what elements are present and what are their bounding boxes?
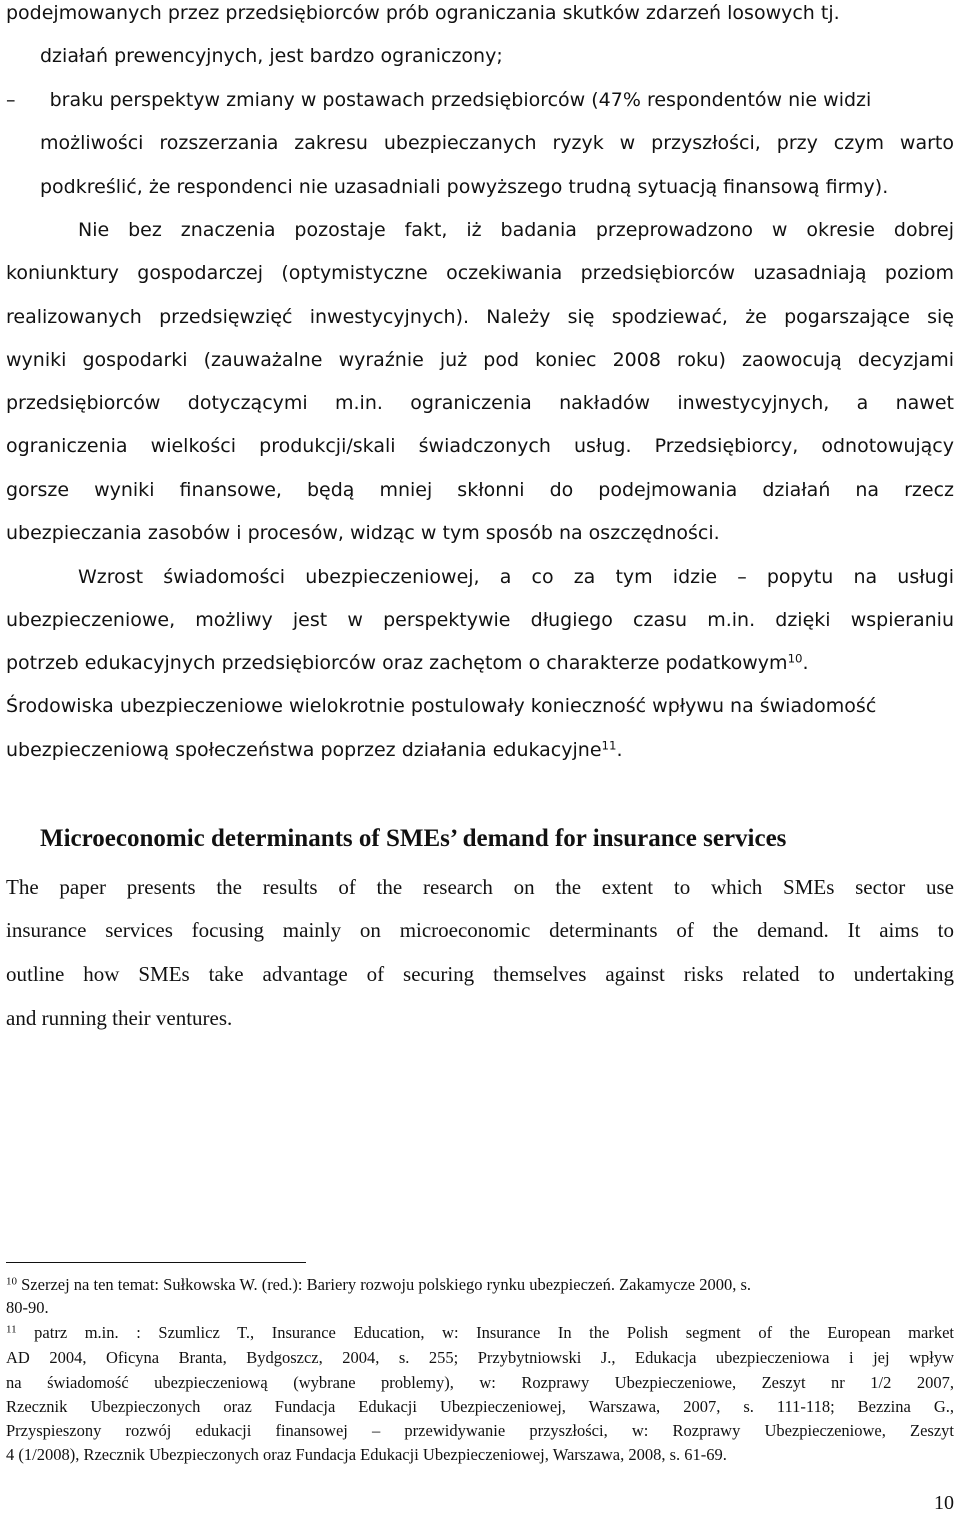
paragraph-line: przedsiębiorców dotyczącymi m.in. ograniczenia nakładów inwestycyjnych, a nawet bbox=[6, 392, 954, 414]
abstract-line: The paper presents the results of the research on the extent to which SMEs sector use bbox=[6, 875, 954, 899]
paragraph-line: ograniczenia wielkości produkcji/skali świadczonych usług. Przedsiębiorcy, odnotowujący bbox=[6, 435, 954, 457]
paragraph-text: ubezpieczeniową społeczeństwa poprzez działania edukacyjne bbox=[6, 739, 602, 761]
paragraph-line: gorsze wyniki finansowe, będą mniej skłonni do podejmowania działań na rzecz bbox=[6, 479, 954, 501]
text-line: podejmowanych przez przedsiębiorców prób ograniczania skutków zdarzeń losowych tj. bbox=[6, 2, 840, 24]
paragraph-line bbox=[6, 651, 954, 674]
bullet-dash: – bbox=[6, 89, 16, 111]
footnote-ref[interactable]: 11 bbox=[601, 738, 617, 753]
footnote-ref[interactable]: 10 bbox=[787, 651, 803, 666]
period: . bbox=[802, 652, 809, 674]
footnote-text: patrz m.in. : Szumlicz T., Insurance Education, w: Insurance In the Polish segment of the European market bbox=[16, 1323, 954, 1342]
paragraph-line: ubezpieczania zasobów i procesów, widząc w tym sposób na oszczędności. bbox=[6, 522, 720, 544]
footnote-line: 80-90. bbox=[6, 1298, 49, 1317]
paragraph-line: Wzrost świadomości ubezpieczeniowej, a co za tym idzie – popytu na usługi bbox=[78, 566, 954, 588]
footnote-number: 11 bbox=[6, 1323, 17, 1336]
page-number: 10 bbox=[934, 1492, 954, 1514]
footnote-text: Szerzej na ten temat: Sułkowska W. (red.): Bariery rozwoju polskiego rynku ubezpieczeń. Zakamycze 2000, s. bbox=[17, 1275, 752, 1294]
footnote-11 bbox=[6, 1325, 954, 1342]
paragraph-line: koniunktury gospodarczej (optymistyczne oczekiwania przedsiębiorców uzasadniają poziom bbox=[6, 262, 954, 284]
abstract-line: insurance services focusing mainly on microeconomic determinants of the demand. It aims to bbox=[6, 918, 954, 942]
footnote-divider bbox=[6, 1262, 306, 1263]
paragraph-line: ubezpieczeniowe, możliwy jest w perspektywie długiego czasu m.in. dzięki wspieraniu bbox=[6, 609, 954, 631]
paragraph-line: wyniki gospodarki (zauważalne wyraźnie już pod koniec 2008 roku) zaowocują decyzjami bbox=[6, 349, 954, 371]
footnote-line: Przyspieszony rozwój edukacji finansowej – przewidywanie przyszłości, w: Rozprawy Ubezpieczeniowe, Zeszyt bbox=[6, 1421, 954, 1440]
footnote-line: Rzecznik Ubezpieczonych oraz Fundacja Edukacji Ubezpieczeniowej, Warszawa, 2007, s. 111-118; Bezzina G., bbox=[6, 1397, 954, 1416]
footnote-line: AD 2004, Oficyna Branta, Bydgoszcz, 2004, s. 255; Przybytniowski J., Edukacja ubezpieczeniowa i jej wpływ bbox=[6, 1348, 954, 1367]
text-line: braku perspektyw zmiany w postawach przedsiębiorców (47% respondentów nie widzi bbox=[49, 89, 872, 111]
paragraph-line: Środowiska ubezpieczeniowe wielokrotnie postulowały konieczność wpływu na świadomość bbox=[6, 695, 877, 717]
bullet-item bbox=[6, 91, 954, 110]
text-line: możliwości rozszerzania zakresu ubezpieczanych ryzyk w przyszłości, przy czym warto bbox=[40, 132, 954, 154]
footnote-line: 4 (1/2008), Rzecznik Ubezpieczonych oraz Fundacja Edukacji Ubezpieczeniowej, Warszawa, 2008, s. 61-69. bbox=[6, 1445, 727, 1464]
paragraph-line bbox=[6, 738, 954, 761]
section-heading: Microeconomic determinants of SMEs’ demand for insurance services bbox=[40, 825, 787, 852]
footnote-10 bbox=[6, 1277, 954, 1294]
footnote-number: 10 bbox=[6, 1275, 17, 1288]
abstract-line: and running their ventures. bbox=[6, 1006, 233, 1030]
paragraph-text: potrzeb edukacyjnych przedsiębiorców oraz zachętom o charakterze podatkowym bbox=[6, 652, 788, 674]
paragraph-line: realizowanych przedsięwzięć inwestycyjnych). Należy się spodziewać, że pogarszające się bbox=[6, 306, 954, 328]
paragraph-line: Nie bez znaczenia pozostaje fakt, iż badania przeprowadzono w okresie dobrej bbox=[78, 219, 954, 241]
footnote-line: na świadomość ubezpieczeniową (wybrane problemy), w: Rozprawy Ubezpieczeniowe, Zeszyt nr 1/2 2007, bbox=[6, 1373, 954, 1392]
abstract-line: outline how SMEs take advantage of securing themselves against risks related to undertaking bbox=[6, 962, 954, 986]
text-line: podkreślić, że respondenci nie uzasadniali powyższego trudną sytuacją finansową firmy). bbox=[40, 176, 889, 198]
text-line: działań prewencyjnych, jest bardzo ograniczony; bbox=[40, 45, 503, 67]
period: . bbox=[616, 739, 623, 761]
